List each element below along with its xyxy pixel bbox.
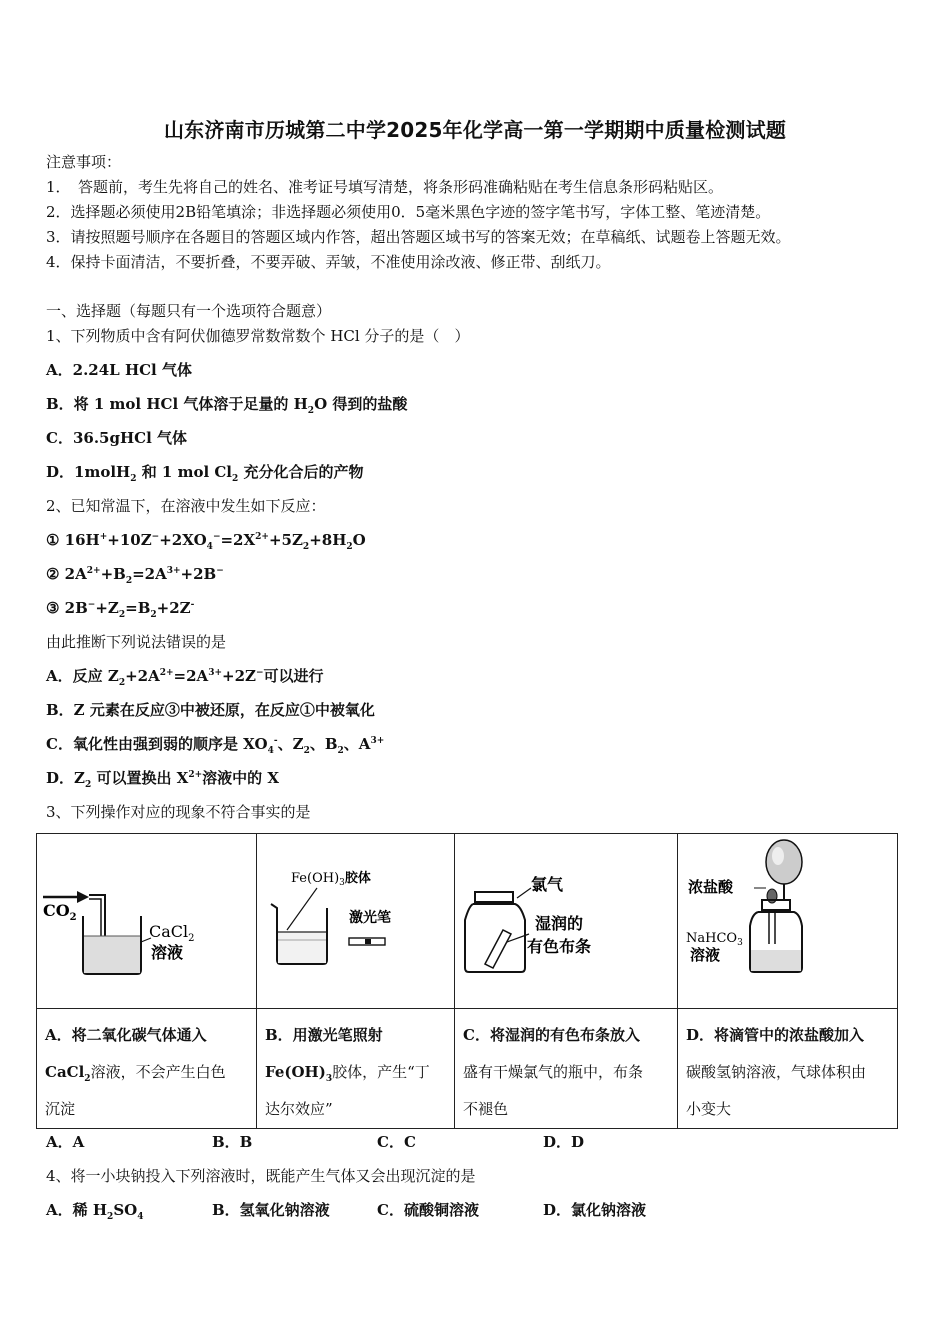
- q3-option-d: D．D: [543, 1133, 585, 1151]
- q1-stem: 1、下列物质中含有阿伏伽德罗常数常数个 HCl 分子的是（ ）: [46, 327, 470, 345]
- q1-option-b: B．将 1 mol HCl 气体溶于足量的 $H_2O$ 得到的盐酸: [46, 395, 408, 416]
- q3-option-a: A．A: [46, 1133, 85, 1151]
- fig-a-co2-label: $CO_2$: [43, 901, 77, 923]
- notice-item-1: 1． 答题前，考生先将自己的姓名、准考证号填写清楚，将条形码准确粘贴在考生信息条形码粘贴区。: [46, 178, 724, 196]
- fig-d-hcl-label: 浓盐酸: [688, 878, 734, 896]
- q2-option-d: D．$Z_2$ 可以置换出 $X^{2+}$溶液中的 X: [46, 769, 280, 790]
- q1-option-d: D．1molH$_2$ 和 1 mol $Cl_2$ 充分化合后的产物: [46, 463, 364, 484]
- notice-item-3: 3．请按照题号顺序在各题目的答题区域内作答，超出答题区域书写的答案无效；在草稿纸、试题卷上答题无效。: [46, 228, 791, 246]
- q2-reaction-1: ① $16H^++10Z^-+2XO_4^-=2X^{2+}+5Z_2+8H_2O$: [46, 531, 366, 552]
- co2-cacl2-apparatus: [37, 834, 255, 1004]
- q2-option-a: A．反应 $Z_2+2A^{2+}=2A^{3+}+2Z^-$可以进行: [46, 667, 324, 688]
- fig-b-colloid-label: $Fe(OH)_3$胶体: [291, 871, 371, 888]
- q4-option-d: D．氯化钠溶液: [543, 1201, 647, 1219]
- fig-b-laser-label: 激光笔: [349, 910, 391, 926]
- fig-a-cacl2-label: CaCl$_2$: [149, 922, 195, 944]
- notice-item-2: 2．选择题必须使用2B铅笔填涂；非选择题必须使用0．5毫米黑色字迹的签字笔书写，字体工整、笔迹清楚。: [46, 203, 771, 221]
- fig-c-chlorine-label: 氯气: [531, 875, 564, 894]
- caption-c: C．将湿润的有色布条放入 盛有干燥氯气的瓶中，布条 不褪色: [455, 1009, 678, 1129]
- fig-a-solution-label: 溶液: [151, 943, 184, 962]
- q3-option-c: C．C: [377, 1133, 416, 1151]
- q2-option-b: B．Z 元素在反应③中被还原，在反应①中被氧化: [46, 701, 375, 719]
- q4-option-a: A．稀 $H_2SO_4$: [46, 1201, 144, 1222]
- q1-option-a: A．2.24L HCl 气体: [46, 361, 192, 379]
- q3-option-b: B．B: [212, 1133, 253, 1151]
- fig-c-cloth-label: 有色布条: [527, 937, 592, 956]
- laser-colloid-apparatus: [257, 834, 453, 1004]
- chlorine-cloth-apparatus: [455, 834, 676, 1004]
- q4-option-b: B．氢氧化钠溶液: [212, 1201, 330, 1219]
- notice-item-4: 4．保持卡面清洁，不要折叠，不要弄破、弄皱，不准使用涂改液、修正带、刮纸刀。: [46, 253, 611, 271]
- q4-stem: 4、将一小块钠投入下列溶液时，既能产生气体又会出现沉淀的是: [46, 1167, 476, 1185]
- q3-figure-table: [36, 833, 898, 1129]
- q3-stem: 3、下列操作对应的现象不符合事实的是: [46, 803, 311, 821]
- q2-stem: 2、已知常温下，在溶液中发生如下反应：: [46, 497, 326, 515]
- caption-a: A．将二氧化碳气体通入 CaCl$_2$溶液，不会产生白色 沉淀: [37, 1009, 257, 1129]
- hcl-nahco3-apparatus: [678, 834, 896, 1004]
- q4-option-c: C．硫酸铜溶液: [377, 1201, 479, 1219]
- fig-c-wet-label: 湿润的: [535, 914, 584, 933]
- caption-d: D．将滴管中的浓盐酸加入 碳酸氢钠溶液，气球体积由 小变大: [678, 1009, 898, 1129]
- q2-reaction-3: ③ $2B^-+Z_2=B_2+2Z^-$: [46, 599, 195, 620]
- caption-b: B．用激光笔照射 $Fe(OH)_3$胶体，产生“丁 达尔效应”: [257, 1009, 455, 1129]
- page-title: 山东济南市历城第二中学2025年化学高一第一学期期中质量检测试题: [163, 118, 787, 142]
- q2-option-c: C．氧化性由强到弱的顺序是 $XO_4^-$、$Z_2$、$B_2$、$A^{3+}$: [46, 735, 385, 756]
- fig-d-solution-label: 溶液: [690, 946, 721, 964]
- q1-option-c: C．36.5gHCl 气体: [46, 429, 187, 447]
- section-heading: 一、选择题（每题只有一个选项符合题意）: [46, 302, 332, 320]
- fig-b-cell: [257, 834, 455, 1009]
- fig-d-nahco3-label: NaHCO$_3$: [686, 931, 743, 948]
- notice-heading: 注意事项：: [46, 153, 122, 171]
- fig-d-cell: [678, 834, 898, 1009]
- q2-ask: 由此推断下列说法错误的是: [46, 633, 227, 651]
- fig-c-cell: [455, 834, 678, 1009]
- q2-reaction-2: ② $2A^{2+}+B_2=2A^{3+}+2B^-$: [46, 565, 224, 586]
- fig-a-cell: [37, 834, 257, 1009]
